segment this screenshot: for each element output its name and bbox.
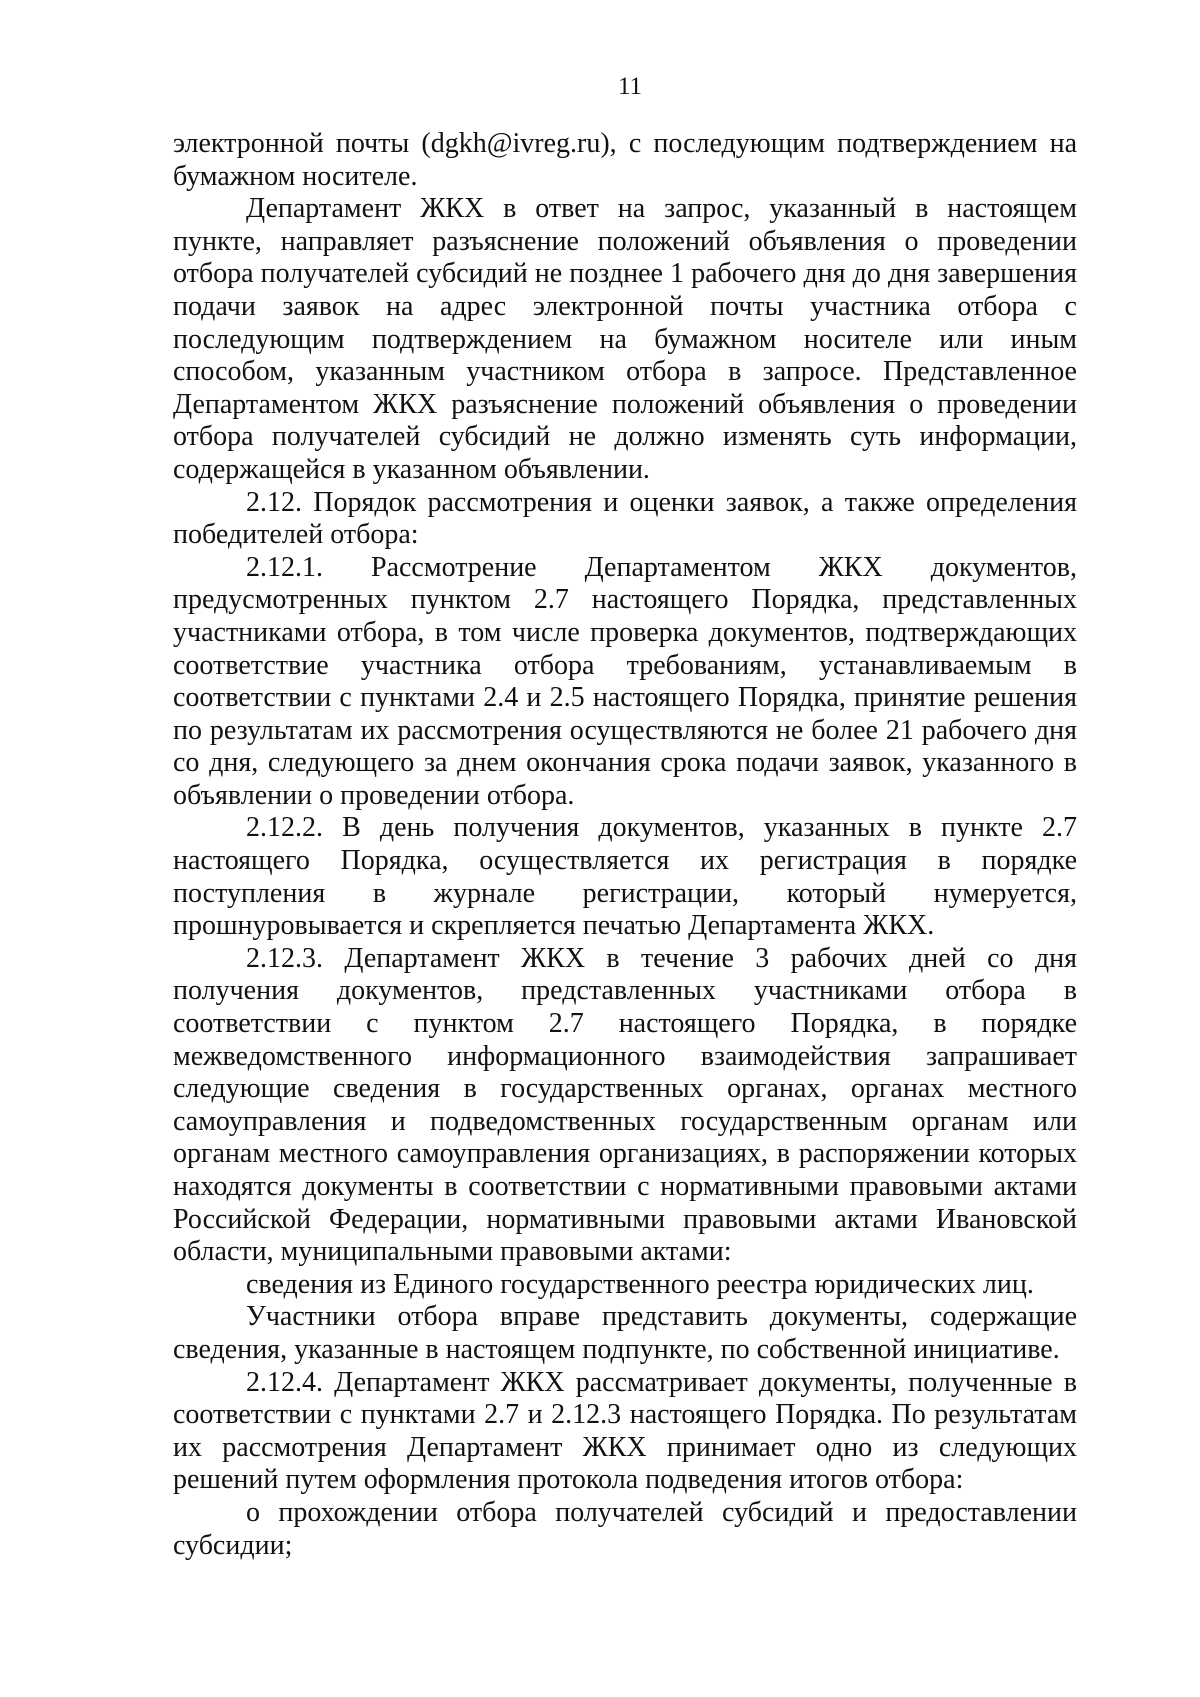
paragraph-decision-pass: о прохождении отбора получателей субсидий и предоставлении субсидии;	[173, 1496, 1077, 1561]
paragraph-egrul-info: сведения из Единого государственного реестра юридических лиц.	[246, 1268, 1034, 1300]
paragraph-section-2-12-1: 2.12.1. Рассмотрение Департаментом ЖКХ документов, предусмотренных пунктом 2.7 настоящего Порядка, представленных участниками отбора, в том числе проверка документов, подтверждающих соответствие участника отбора требованиям, устанавливаемым в соответствии с пунктами 2.4 и 2.5 настоящего Порядка, принятие решения по результатам их рассмотрения осуществляются не более 21 рабочего дня со дня, следующего за днем окончания срока подачи заявок, указанного в объявлении о проведении отбора.	[173, 551, 1077, 811]
paragraph-section-2-12: 2.12. Порядок рассмотрения и оценки заявок, а также определения победителей отбора:	[173, 486, 1077, 551]
paragraph-email-continuation: электронной почты (dgkh@ivreg.ru), с последующим подтверждением на бумажном носителе.	[173, 128, 1077, 192]
paragraph-section-2-12-4: 2.12.4. Департамент ЖКХ рассматривает документы, полученные в соответствии с пунктами 2.7 и 2.12.3 настоящего Порядка. По результатам их рассмотрения Департамент ЖКХ принимает одно из следующих решений путем оформления протокола подведения итогов отбора:	[173, 1366, 1077, 1496]
page-number: 11	[617, 73, 643, 100]
paragraph-clarification-response: Департамент ЖКХ в ответ на запрос, указанный в настоящем пункте, направляет разъяснение положений объявления о проведении отбора получателей субсидий не позднее 1 рабочего дня до дня завершения подачи заявок на адрес электронной почты участника отбора с последующим подтверждением на бумажном носителе или иным способом, указанным участником отбора в запросе. Представленное Департаментом ЖКХ разъяснение положений объявления о проведении отбора получателей субсидий не должно изменять суть информации, содержащейся в указанном объявлении.	[173, 193, 1077, 485]
paragraph-section-2-12-2: 2.12.2. В день получения документов, указанных в пункте 2.7 настоящего Порядка, осуществляется их регистрация в порядке поступления в журнале регистрации, который нумеруется, прошнуровывается и скрепляется печатью Департамента ЖКХ.	[173, 812, 1077, 942]
paragraph-own-initiative: Участники отбора вправе представить документы, содержащие сведения, указанные в настоящем подпункте, по собственной инициативе.	[173, 1301, 1077, 1365]
paragraph-section-2-12-3: 2.12.3. Департамент ЖКХ в течение 3 рабочих дней со дня получения документов, представленных участниками отбора в соответствии с пунктом 2.7 настоящего Порядка, в порядке межведомственного информационного взаимодействия запрашивает следующие сведения в государственных органах, органах местного самоуправления и подведомственных государственным органам или органам местного самоуправления организациях, в распоряжении которых находятся документы в соответствии с нормативными правовыми актами Российской Федерации, нормативными правовыми актами Ивановской области, муниципальными правовыми актами:	[173, 942, 1077, 1268]
document-body	[173, 128, 1077, 1562]
